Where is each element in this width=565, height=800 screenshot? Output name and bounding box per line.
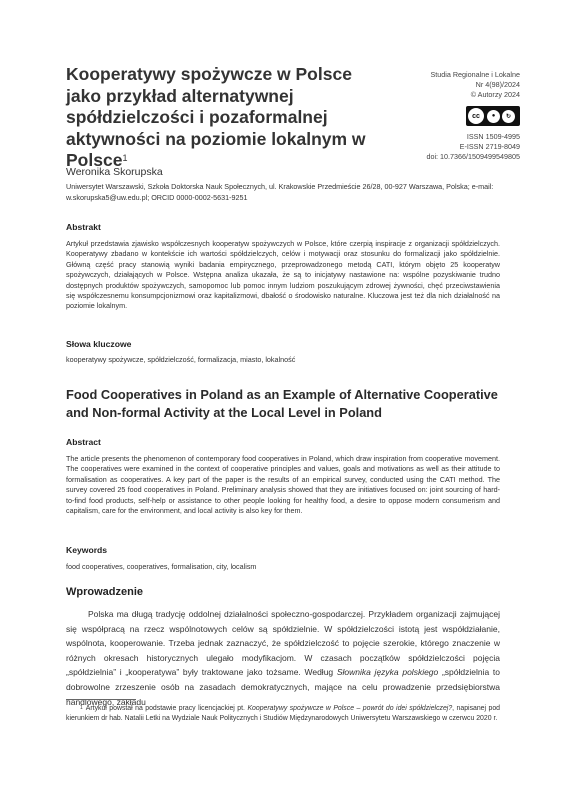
doi[interactable]: doi: 10.7366/1509499549805 bbox=[426, 152, 520, 161]
issn: ISSN 1509-4995 bbox=[466, 132, 520, 141]
abstract-pl-heading: Abstrakt bbox=[66, 222, 101, 232]
journal-name: Studia Regionalne i Lokalne bbox=[430, 70, 520, 79]
eissn: E-ISSN 2719-8049 bbox=[459, 142, 520, 151]
abstract-en-text: The article presents the phenomenon of contemporary food cooperatives in Poland, which draw inspiration from cooperative movement. The cooperatives were examined in the context of cooperative principles and values, goals and motivations as well as their attitude to formalisation as cooperatives. A key part of the paper is the results of an empirical survey, conducted using the CATI method. The survey covered 25 food cooperatives in Poland. Preliminary analysis showed that they are initiatives focused on: joint sourcing of hard-to-find food products, self-help or assistance to other people looking for healthy food, a desire to oppose modern consumerism and capitalism, care for the environment, and local activity is also key for them. bbox=[66, 454, 500, 516]
sa-icon: ↻ bbox=[502, 110, 515, 123]
author-name: Weronika Skorupska bbox=[66, 166, 163, 178]
license-badge[interactable] bbox=[466, 106, 520, 126]
footnote-text-a: Artykuł powstał na podstawie pracy licencjackiej pt. bbox=[85, 705, 248, 712]
journal-identifiers bbox=[320, 132, 520, 162]
intro-text-italic: Słownika języka polskiego bbox=[336, 667, 439, 678]
title-footnote-mark: 1 bbox=[122, 153, 128, 163]
keywords-en-heading: Keywords bbox=[66, 545, 108, 555]
journal-copyright: © Autorzy 2024 bbox=[470, 90, 520, 99]
footnote-text-b: , napisanej pod kierunkiem dr hab. Natalii Letki na Wydziale Nauk Politycznych i Studiów Międzynarodowych Uniwersytetu Warszawskiego w czerwcu 2020 r. bbox=[66, 705, 500, 722]
footnote-number: 1 bbox=[80, 705, 83, 711]
abstract-pl-text: Artykuł przedstawia zjawisko współczesnych kooperatyw spożywczych w Polsce, które czerpią inspiracje z organizacji spółdzielczych. Kooperatywy zbadano w kontekście ich wartości spółdzielczych, celów i motywacji oraz stosunku do formalizacji jako spółdzielnie. Główną część pracy stanowią wyniki badania empirycznego, przeprowadzonego metodą CATI, którym objęto 25 kooperatyw spożywczych, działających w Polsce. Wstępna analiza ukazała, że są to inicjatywy nastawione na: wspólne pozyskiwanie trudno dostępnych produktów spożywczych, samopomoc lub pomoc innym ludziom poszukującym zdrowej żywności, chęć przeciwstawienia się współczesnemu konsumpcjonizmowi oraz kapitalizmowi, dbałość o środowisko naturalne. Kluczowa jest też dla nich działalność na poziomie lokalnym. bbox=[66, 239, 500, 311]
article-title-text: Kooperatywy spożywcze w Polsce jako przykład alternatywnej spółdzielczości i pozaformalnej aktywności na poziomie lokalnym w Polsce bbox=[66, 64, 366, 170]
keywords-pl-heading: Słowa kluczowe bbox=[66, 339, 132, 349]
abstract-en-heading: Abstract bbox=[66, 437, 101, 447]
keywords-en-text: food cooperatives, cooperatives, formalisation, city, localism bbox=[66, 562, 257, 571]
intro-text-a: Polska ma długą tradycję oddolnej działalności społeczno-gospodarczej. Przykładem organizacji zajmującej się współpracą na rzecz wspólnotowych celów są spółdzielnie. W spółdzielczości istotą jest współdziałanie, wspólnota, kooperowanie. Trzeba jednak zaznaczyć, że spółdzielczość to pojęcie szerokie, którego znaczenie w różnych okresach historycznych ulegało modyfikacjom. W czasach początków spółdzielczości pojęcia „spółdzielnia” i „kooperatywa” były traktowane jako tożsame. Według bbox=[66, 609, 500, 678]
by-icon: ● bbox=[487, 110, 500, 123]
footnote-divider bbox=[66, 699, 136, 700]
cc-icon: cc bbox=[468, 108, 484, 124]
intro-heading: Wprowadzenie bbox=[66, 586, 144, 598]
intro-paragraph bbox=[66, 607, 500, 709]
footnote bbox=[66, 704, 500, 724]
journal-meta bbox=[370, 70, 520, 100]
keywords-pl-text: kooperatywy spożywcze, spółdzielczość, formalizacja, miasto, lokalność bbox=[66, 355, 296, 364]
article-title-english: Food Cooperatives in Poland as an Example of Alternative Cooperative and Non-formal Activity at the Local Level in Poland bbox=[66, 387, 498, 420]
journal-issue: Nr 4(98)/2024 bbox=[475, 80, 520, 89]
author-affiliation: Uniwersytet Warszawski, Szkoła Doktorska Nauk Społecznych, ul. Krakowskie Przedmieście 26/28, 00-927 Warszawa, Polska; e-mail: w.skorupska5@uw.edu.pl; ORCID 0000-0002-5631-9251 bbox=[66, 182, 494, 202]
intro-text-b: „spółdzielnia to dobrowolne zrzeszenie osób na zasadach demokratycznych, mające na celu prowadzenie przedsiębiorstwa handlowego, zakładu bbox=[66, 667, 500, 707]
footnote-text-italic: Kooperatywy spożywcze w Polsce – powrót do idei spółdzielczej? bbox=[247, 705, 453, 712]
